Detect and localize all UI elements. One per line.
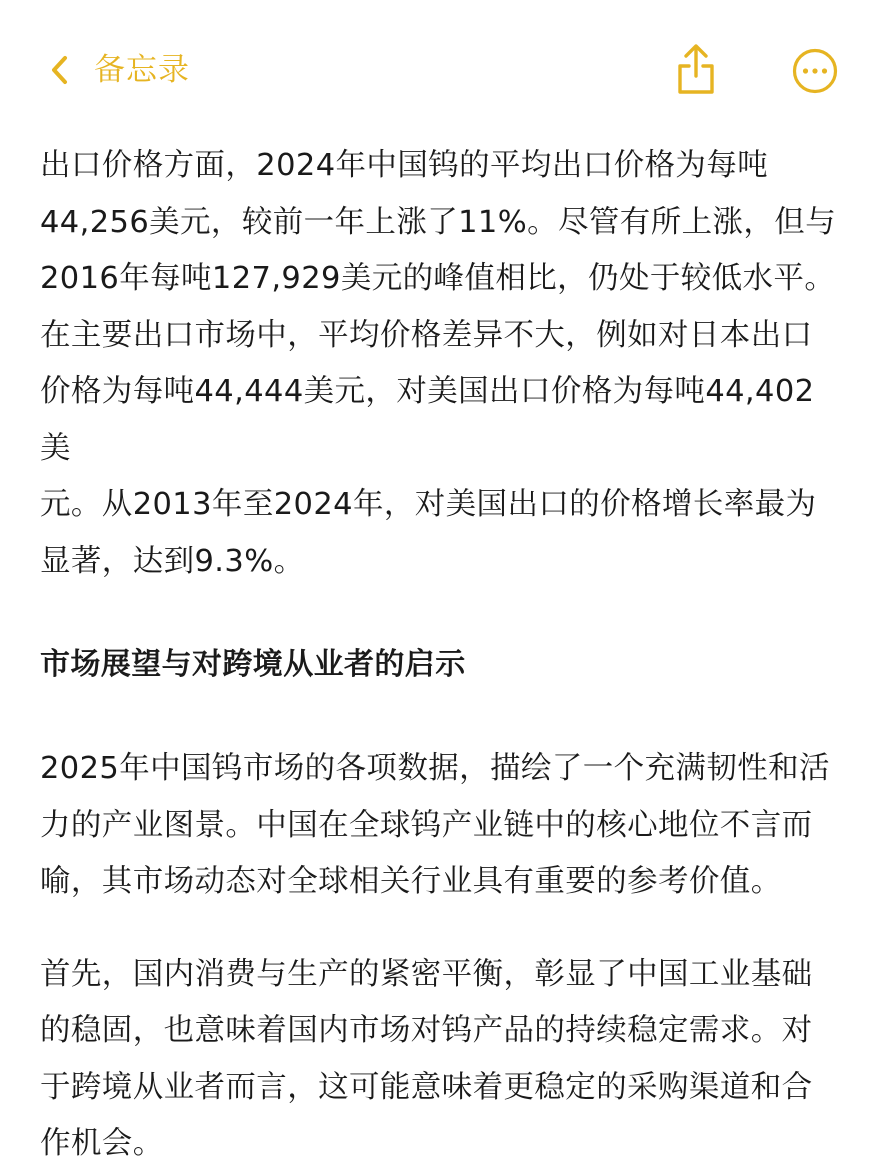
navigation-bar (0, 0, 880, 140)
paragraph-spacer (40, 911, 840, 947)
paragraph-spacer (40, 693, 840, 741)
note-paragraph-outlook: 2025年中国钨市场的各项数据，描绘了一个充满韧性和活 力的产业图景。中国在全球钨产业链中的核心地位不言而 喻，其市场动态对全球相关行业具有重要的参考价值。 (40, 751, 830, 899)
back-button[interactable] (50, 46, 190, 94)
back-label: 备忘录 (94, 52, 190, 88)
more-button[interactable] (792, 48, 838, 94)
note-paragraph-domestic: 首先，国内消费与生产的紧密平衡，彰显了中国工业基础 的稳固，也意味着国内市场对钨产品的持续稳定需求。对 于跨境从业者而言，这可能意味着更稳定的采购渠道和合 作机会。 (40, 956, 813, 1161)
note-section-heading: 市场展望与对跨境从业者的启示 (40, 647, 466, 682)
paragraph-spacer (40, 590, 840, 637)
share-icon (672, 81, 720, 100)
more-icon (792, 79, 838, 98)
note-paragraph-export-price: 出口价格方面，2024年中国钨的平均出口价格为每吨 44,256美元，较前一年上涨了11%。尽管有所上涨，但与 2016年每吨127,929美元的峰值相比，仍处于较低水平。 在主要出口市场中，平均价格差异不大，例如对日本出口 价格为每吨44,444美元，对美国出口价格为每吨44,402美 元。从2013年至2024年，对美国出口的价格增长率最为 显著，达到9.3%。 (40, 148, 837, 579)
chevron-left-icon (50, 54, 70, 86)
share-button[interactable] (672, 42, 720, 96)
note-body[interactable] (40, 138, 840, 1173)
